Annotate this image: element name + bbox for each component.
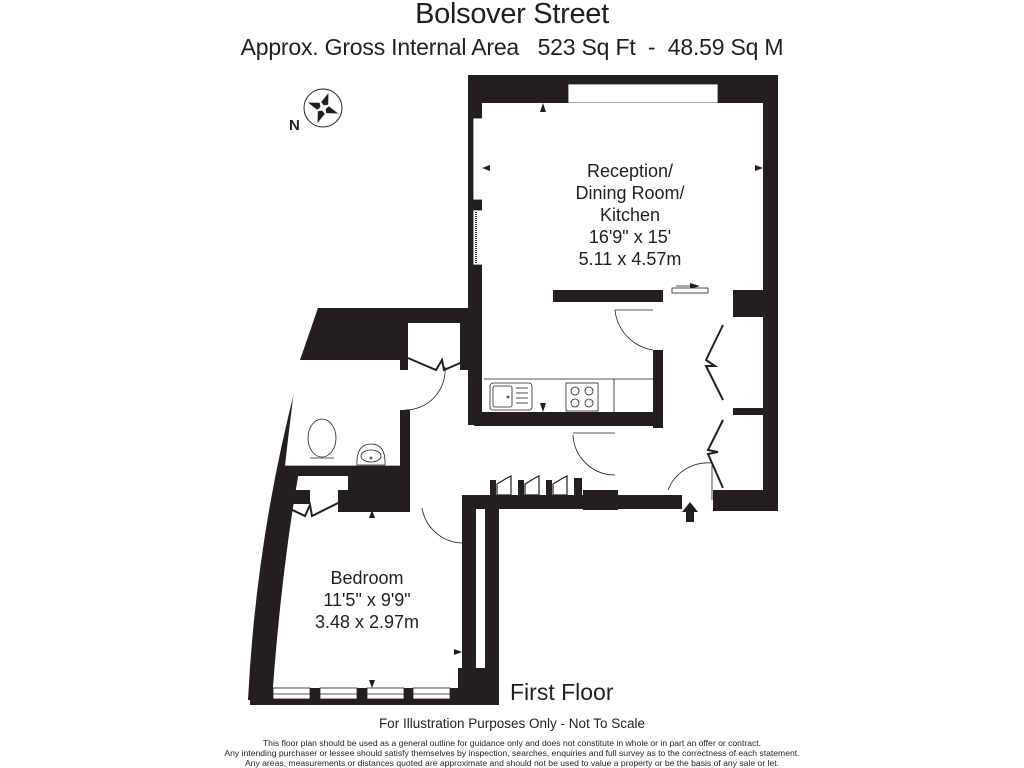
room-name-line: Bedroom [330, 568, 404, 588]
room-dimensions-imperial: 16'9" x 15' [588, 227, 672, 247]
compass-north-label: N [289, 117, 300, 134]
room-label-reception [540, 160, 720, 270]
toilet-icon [308, 419, 336, 458]
illustration-note: For Illustration Purposes Only - Not To Scale [378, 716, 646, 731]
room-dimensions-metric: 3.48 x 2.97m [314, 612, 420, 632]
room-dimensions-metric: 5.11 x 4.57m [578, 249, 682, 269]
area-label: Approx. Gross Internal Area [240, 34, 519, 60]
plan-title: Bolsover Street [415, 0, 609, 30]
area-separator: - [647, 34, 656, 60]
room-name-line: Reception/ [586, 161, 674, 181]
disclaimer-line: This floor plan should be used as a general outline for guidance only and does not constitute in whole or in part an offer or contract. [262, 738, 762, 748]
room-name-line: Dining Room/ [575, 183, 685, 203]
disclaimer-line: Any areas, measurements or distances quoted are approximate and should not be used to value a property or be the basis of any sale or let. [244, 757, 780, 768]
disclaimer-line: Any intending purchaser or lessee should satisfy themselves by inspection, searches, enquiries and full survey as to the correctness of each statement. [224, 747, 800, 758]
compass-rose-icon [302, 87, 343, 128]
room-name-line: Kitchen [599, 205, 661, 225]
room-dimensions-imperial: 11'5" x 9'9" [323, 590, 411, 610]
entrance-arrow-icon [682, 502, 698, 522]
disclaimer [0, 739, 1024, 768]
window-reception-top [568, 84, 718, 103]
wall-kitchen-bottom [474, 412, 663, 426]
room-label-bedroom [282, 567, 452, 633]
floor-label: First Floor [510, 679, 614, 705]
radiator-icons [497, 476, 567, 495]
area-sqft: 523 Sq Ft [537, 34, 636, 60]
area-sqm: 48.59 Sq M [667, 34, 784, 60]
